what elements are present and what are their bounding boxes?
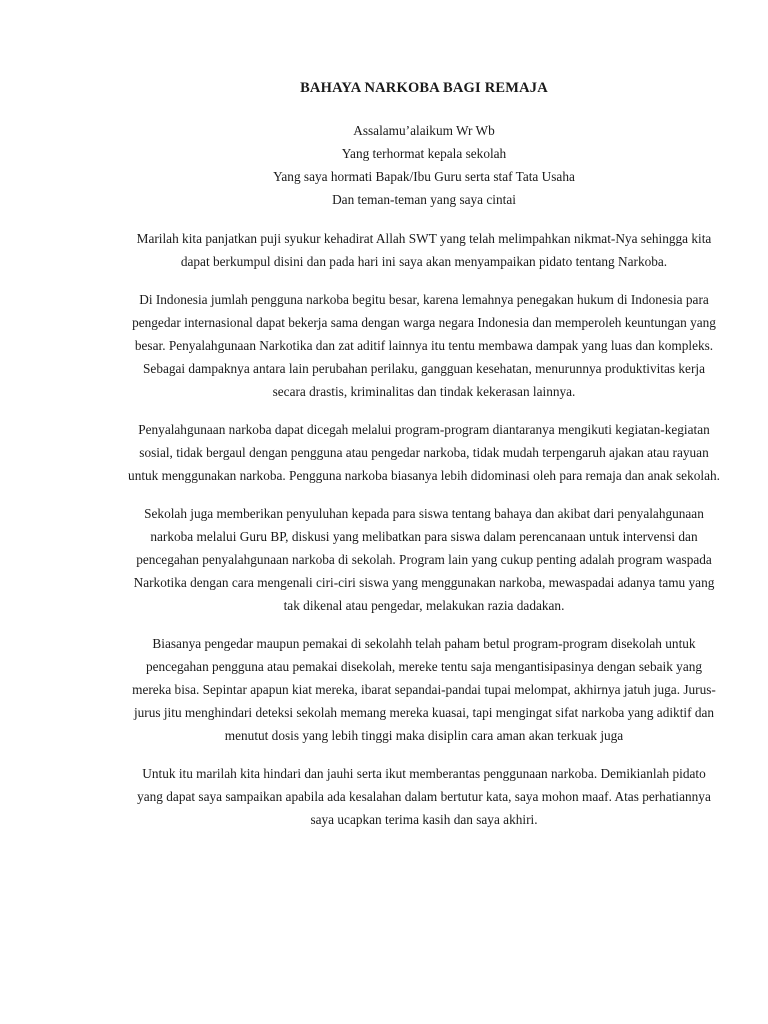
paragraph-prevention: Penyalahgunaan narkoba dapat dicegah melalui program-program diantaranya mengikuti kegiatan-kegiatan sosial, tidak bergaul dengan pengguna atau pengedar narkoba, tidak mudah terpengaruh ajakan atau rayuan untuk menggunakan narkoba. Pengguna narkoba biasanya lebih didominasi oleh para remaja dan anak sekolah. — [128, 422, 720, 483]
greeting-line: Yang terhormat kepala sekolah — [341, 146, 507, 161]
paragraph-opening: Marilah kita panjatkan puji syukur kehadirat Allah SWT yang telah melimpahkan nikmat-Nya sehingga kita dapat berkumpul disini dan pada hari ini saya akan menyampaikan pidato tentang Narkoba. — [136, 231, 712, 269]
paragraph-dealers: Biasanya pengedar maupun pemakai di sekolahh telah paham betul program-program disekolah untuk pencegahan pengguna atau pemakai disekolah, mereke tentu saja mengantisipasinya dengan sebaik yang mereka bisa. Sepintar apapun kiat mereka, ibarat sepandai-pandai tupai melompat, akhirnya jatuh juga. Jurus-jurus jitu menghindari deteksi sekolah memang mereka kuasai, tapi mengingat sifat narkoba yang adiktif dan menutut dosis yang lebih tinggi maka disiplin cara aman akan terkuak juga — [132, 636, 716, 743]
paragraph-indonesia: Di Indonesia jumlah pengguna narkoba begitu besar, karena lemahnya penegakan hukum di Indonesia para pengedar internasional dapat bekerja sama dengan warga negara Indonesia dan memperoleh keuntungan yang besar. Penyalahgunaan Narkotika dan zat aditif lainnya itu tentu membawa dampak yang luas dan kompleks. Sebagai dampaknya antara lain perubahan perilaku, gangguan kesehatan, menurunnya produktivitas kerja secara drastis, kriminalitas dan tindak kekerasan lainnya. — [132, 292, 716, 399]
greeting-line: Assalamu’alaikum Wr Wb — [353, 123, 495, 138]
greeting-line: Yang saya hormati Bapak/Ibu Guru serta staf Tata Usaha — [273, 169, 575, 184]
document-title: BAHAYA NARKOBA BAGI REMAJA — [300, 80, 548, 96]
greetings-block — [128, 119, 720, 211]
paragraph-closing: Untuk itu marilah kita hindari dan jauhi serta ikut memberantas penggunaan narkoba. Demikianlah pidato yang dapat saya sampaikan apabila ada kesalahan dalam bertutur kata, saya mohon maaf. Atas perhatiannya saya ucapkan terima kasih dan saya akhiri. — [137, 766, 711, 827]
greeting-line: Dan teman-teman yang saya cintai — [332, 192, 516, 207]
document-body — [128, 78, 720, 846]
paragraph-school-role: Sekolah juga memberikan penyuluhan kepada para siswa tentang bahaya dan akibat dari penyalahgunaan narkoba melalui Guru BP, diskusi yang melibatkan para siswa dalam perencanaan untuk intervensi dan pencegahan penyalahgunaan narkoba di sekolah. Program lain yang cukup penting adalah program waspada Narkotika dengan cara mengenali ciri-ciri siswa yang menggunakan narkoba, mewaspadai adanya tamu yang tak dikenal atau pengedar, melakukan razia dadakan. — [133, 506, 715, 613]
